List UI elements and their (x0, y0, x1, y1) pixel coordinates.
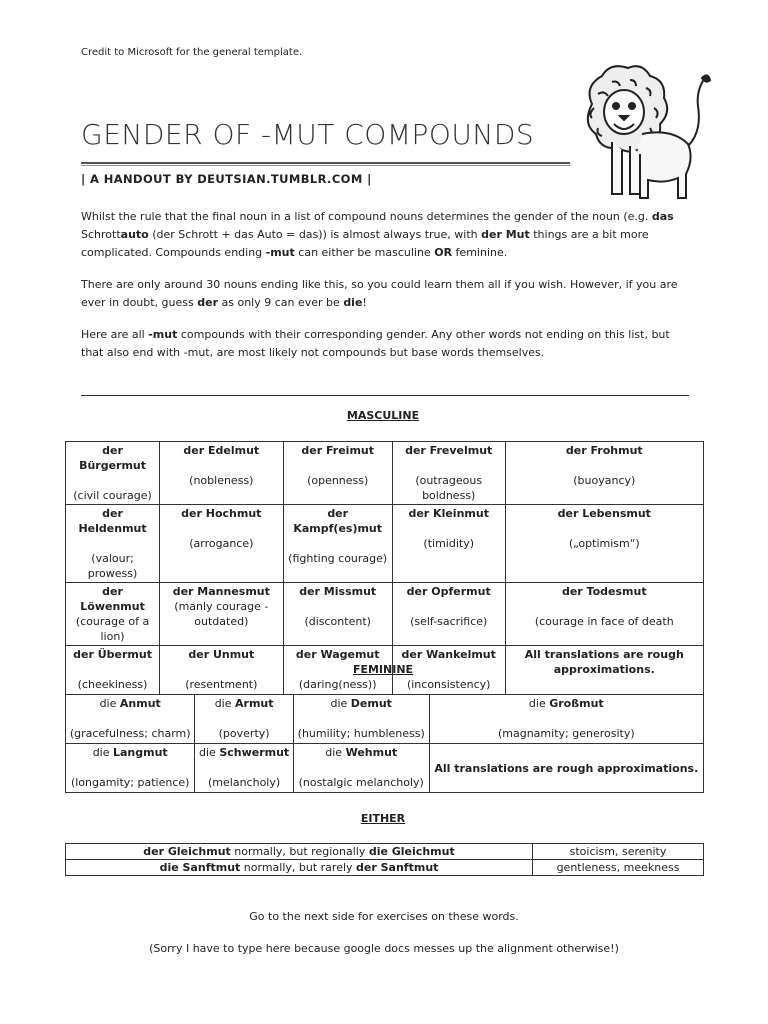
noun-stem: Schwermut (219, 746, 290, 759)
table-cell (160, 583, 283, 646)
noun-word: der Frohmut (565, 444, 643, 457)
noun-stem: Demut (350, 697, 392, 710)
noun-article: die (528, 697, 550, 710)
noun-word: der Heldenmut (78, 507, 147, 535)
table-cell (66, 505, 160, 583)
noun-stem: Armut (235, 697, 274, 710)
noun-word: der Löwenmut (80, 585, 145, 613)
table-cell (283, 442, 392, 505)
table-cell (505, 583, 703, 646)
credit-note: Credit to Microsoft for the general template. (81, 47, 303, 58)
noun-translation: (courage of a lion) (75, 615, 150, 643)
noun-word-alt: die Gleichmut (368, 845, 455, 858)
gender-note: normally, but regionally (230, 845, 369, 858)
table-row (66, 744, 704, 793)
table-row (66, 583, 704, 646)
noun-translation: (valour; prowess) (87, 552, 138, 580)
noun-word (69, 745, 191, 760)
noun-translation: (resentment) (185, 678, 258, 691)
intro-paragraph-1: Whilst the rule that the final noun in a list of compound nouns determines the gender of the noun (e.g. das Schrottauto (der Schrott + das Auto = das)) is almost always true, with der Mut things are a bit more complicated. Compounds ending -mut can either be masculine OR feminine. (81, 210, 674, 259)
noun-stem: Wehmut (345, 746, 398, 759)
feminine-table (65, 694, 704, 793)
noun-meaning: stoicism, serenity (569, 845, 667, 858)
noun-translation: (nostalgic melancholy) (298, 776, 424, 789)
table-cell (392, 505, 505, 583)
table-row (66, 695, 704, 744)
noun-article: die (199, 746, 220, 759)
noun-word: der Missmut (299, 585, 377, 598)
table-cell (392, 583, 505, 646)
page-title: GENDER OF -MUT COMPOUNDS (81, 118, 535, 151)
translation-note: All translations are rough approximations. (524, 648, 684, 676)
noun-translation: („optimism“) (568, 537, 640, 550)
table-cell (66, 744, 195, 793)
noun-translation: (gracefulness; charm) (69, 727, 191, 740)
table-cell (392, 442, 505, 505)
noun-article: die (214, 697, 235, 710)
noun-stem: Großmut (549, 697, 604, 710)
section-divider (81, 395, 689, 396)
table-cell (160, 646, 283, 695)
noun-article: die (325, 746, 346, 759)
noun-translation: (outrageous boldness) (415, 474, 483, 502)
noun-translation: (discontent) (304, 615, 371, 628)
lion-illustration (572, 64, 712, 204)
noun-translation: (melancholy) (208, 776, 281, 789)
table-cell (66, 442, 160, 505)
title-rule (81, 162, 570, 164)
table-row (66, 860, 704, 876)
noun-word: der Opfermut (406, 585, 491, 598)
noun-word (297, 696, 426, 711)
noun-stem: Anmut (119, 697, 161, 710)
intro-paragraph-3: Here are all -mut compounds with their corresponding gender. Any other words not ending on this list, but that also end with -mut, are most likely not compounds but base words themselves. (81, 328, 670, 359)
noun-word: der Todesmut (561, 585, 647, 598)
table-cell (66, 695, 195, 744)
noun-word: der Hochmut (181, 507, 262, 520)
table-cell (195, 744, 293, 793)
noun-translation: (openness) (307, 474, 369, 487)
noun-translation: (poverty) (218, 727, 270, 740)
noun-word: der Übermut (73, 648, 152, 661)
noun-translation: (arrogance) (189, 537, 254, 550)
footer-line-2: (Sorry I have to type here because google docs messes up the alignment otherwise!) (149, 942, 619, 955)
noun-word (198, 745, 289, 760)
noun-translation: (cheekiness) (77, 678, 148, 691)
title-rule-thin (81, 165, 570, 166)
noun-word: der Wagemut (295, 648, 380, 661)
noun-translation: (buoyancy) (573, 474, 636, 487)
noun-meaning: gentleness, meekness (556, 861, 680, 874)
table-cell (505, 442, 703, 505)
translation-note: All translations are rough approximations. (434, 761, 699, 775)
table-cell (293, 744, 429, 793)
noun-translation: (self-sacrifice) (410, 615, 488, 628)
table-row (66, 844, 704, 860)
noun-translation: (nobleness) (189, 474, 254, 487)
noun-article: die (92, 746, 113, 759)
table-row (66, 505, 704, 583)
table-cell (429, 695, 703, 744)
noun-translation: (timidity) (423, 537, 474, 550)
table-cell (66, 844, 533, 860)
table-cell (160, 505, 283, 583)
intro-paragraph-2: There are only around 30 nouns ending like this, so you could learn them all if you wish. However, if you are ever in doubt, guess der as only 9 can ever be die! (81, 278, 678, 309)
table-cell (283, 505, 392, 583)
noun-word (69, 696, 191, 711)
table-cell (160, 442, 283, 505)
noun-word (198, 696, 289, 711)
noun-translation: (magnamity; generosity) (497, 727, 635, 740)
noun-word: der Kampf(es)mut (293, 507, 383, 535)
noun-word (433, 696, 700, 711)
table-cell (293, 695, 429, 744)
masculine-heading: MASCULINE (346, 409, 420, 422)
table-cell (195, 695, 293, 744)
noun-translation: (daring(ness)) (298, 678, 377, 691)
noun-word: der Freimut (301, 444, 374, 457)
subtitle: | A HANDOUT BY DEUTSIAN.TUMBLR.COM | (81, 172, 372, 186)
table-cell (533, 844, 704, 860)
noun-word: der Unmut (188, 648, 255, 661)
footer-line-1: Go to the next side for exercises on these words. (249, 910, 519, 923)
noun-word: der Lebensmut (557, 507, 651, 520)
noun-translation: (courage in face of death (534, 615, 674, 628)
feminine-heading: FEMININE (352, 663, 414, 676)
noun-stem: Langmut (113, 746, 168, 759)
noun-word: der Frevelmut (405, 444, 493, 457)
table-cell (283, 583, 392, 646)
noun-word: der Bürgermut (79, 444, 147, 472)
noun-word: der Edelmut (183, 444, 260, 457)
noun-word: der Kleinmut (408, 507, 489, 520)
noun-word: der Mannesmut (172, 585, 270, 598)
either-heading: EITHER (360, 812, 406, 825)
table-cell (66, 860, 533, 876)
table-cell (505, 505, 703, 583)
noun-article: die (99, 697, 120, 710)
noun-translation: (longamity; patience) (70, 776, 190, 789)
noun-translation: (civil courage) (73, 489, 152, 502)
table-cell (505, 646, 703, 695)
table-cell (66, 646, 160, 695)
noun-word: der Wankelmut (401, 648, 496, 661)
noun-word: die Sanftmut (159, 861, 241, 874)
noun-translation: (humility; humbleness) (297, 727, 425, 740)
noun-word (297, 745, 426, 760)
noun-article: die (330, 697, 351, 710)
noun-translation: (fighting courage) (288, 552, 388, 565)
table-cell (533, 860, 704, 876)
noun-word: der Gleichmut (143, 845, 231, 858)
masculine-table (65, 441, 704, 695)
noun-translation: (inconsistency) (406, 678, 491, 691)
noun-word-alt: der Sanftmut (356, 861, 439, 874)
table-row (66, 442, 704, 505)
table-cell (429, 744, 703, 793)
either-table (65, 843, 704, 876)
noun-translation: (manly courage - outdated) (174, 600, 269, 628)
gender-note: normally, but rarely (240, 861, 357, 874)
table-cell (66, 583, 160, 646)
